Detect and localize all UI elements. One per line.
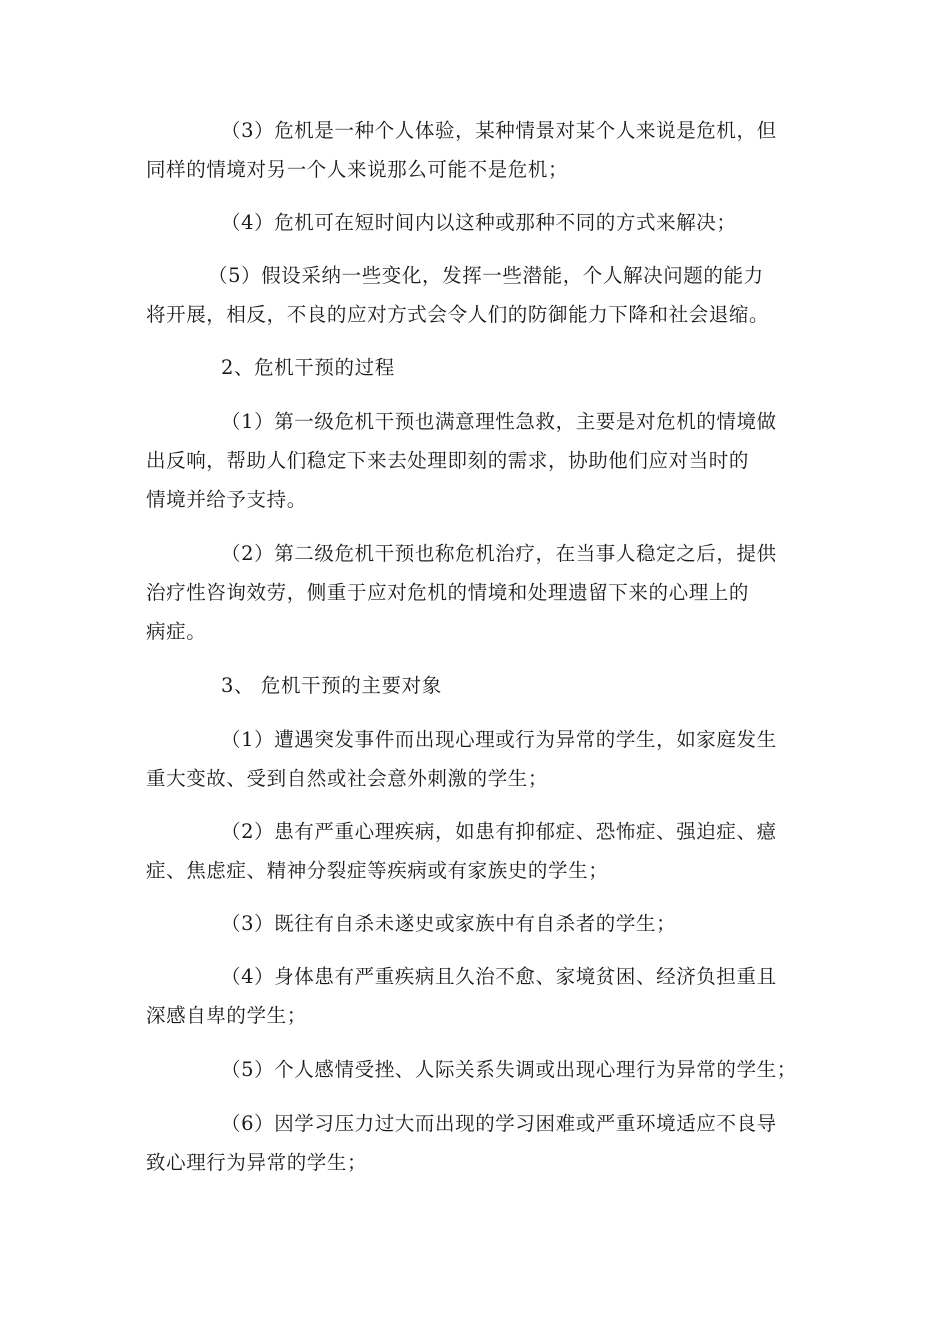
text-line: （2）患有严重心理疾病，如患有抑郁症、恐怖症、强迫症、癔: [221, 820, 777, 843]
paragraph-second-level-intervention: [146, 534, 806, 651]
heading-intervention-process: [146, 348, 806, 387]
text-line: 同样的情境对另一个人来说那么可能不是危机；: [146, 158, 569, 181]
text-line: 出反响，帮助人们稳定下来去处理即刻的需求，协助他们应对当时的: [146, 449, 750, 472]
paragraph-target-sudden-events: [146, 720, 806, 798]
paragraph-crisis-personal-experience: [146, 111, 806, 189]
paragraph-crisis-change-potential: [146, 256, 806, 334]
text-line: （3）危机是一种个人体验，某种情景对某个人来说是危机，但: [221, 119, 777, 142]
text-line: 治疗性咨询效劳，侧重于应对危机的情境和处理遗留下来的心理上的: [146, 581, 750, 604]
text-line: （4）身体患有严重疾病且久治不愈、家境贫困、经济负担重且: [221, 965, 777, 988]
text-line: 病症。: [146, 620, 207, 643]
paragraph-target-relationship: [146, 1050, 806, 1089]
text-line: 将开展，相反，不良的应对方式会令人们的防御能力下降和社会退缩。: [146, 303, 770, 326]
paragraph-crisis-short-time: [146, 203, 806, 242]
heading-main-targets: [146, 666, 806, 705]
text-line: （1）第一级危机干预也满意理性急救，主要是对危机的情境做: [221, 410, 777, 433]
text-line: （4）危机可在短时间内以这种或那种不同的方式来解决；: [221, 211, 737, 234]
text-line: 重大变故、受到自然或社会意外刺激的学生；: [146, 767, 549, 790]
text-line: 2、危机干预的过程: [221, 356, 395, 379]
text-line: 症、焦虑症、精神分裂症等疾病或有家族史的学生；: [146, 859, 609, 882]
paragraph-first-level-intervention: [146, 402, 806, 519]
paragraph-target-suicide-history: [146, 904, 806, 943]
text-line: 深感自卑的学生；: [146, 1004, 307, 1027]
text-line: （3）既往有自杀未遂史或家族中有自杀者的学生；: [221, 912, 677, 935]
paragraph-target-study-pressure: [146, 1104, 806, 1182]
paragraph-target-physical-illness: [146, 957, 806, 1035]
text-line: （2）第二级危机干预也称危机治疗，在当事人稳定之后，提供: [221, 542, 777, 565]
paragraph-target-mental-illness: [146, 812, 806, 890]
text-line: 致心理行为异常的学生；: [146, 1151, 368, 1174]
text-line: （5）个人感情受挫、人际关系失调或出现心理行为异常的学生；: [221, 1058, 797, 1081]
text-line: （1）遭遇突发事件而出现心理或行为异常的学生，如家庭发生: [221, 728, 777, 751]
text-line: （6）因学习压力过大而出现的学习困难或严重环境适应不良导: [221, 1112, 777, 1135]
text-line: （5）假设采纳一些变化，发挥一些潜能，个人解决问题的能力: [208, 264, 764, 287]
text-line: 情境并给予支持。: [146, 488, 307, 511]
text-line: 3、 危机干预的主要对象: [221, 674, 442, 697]
